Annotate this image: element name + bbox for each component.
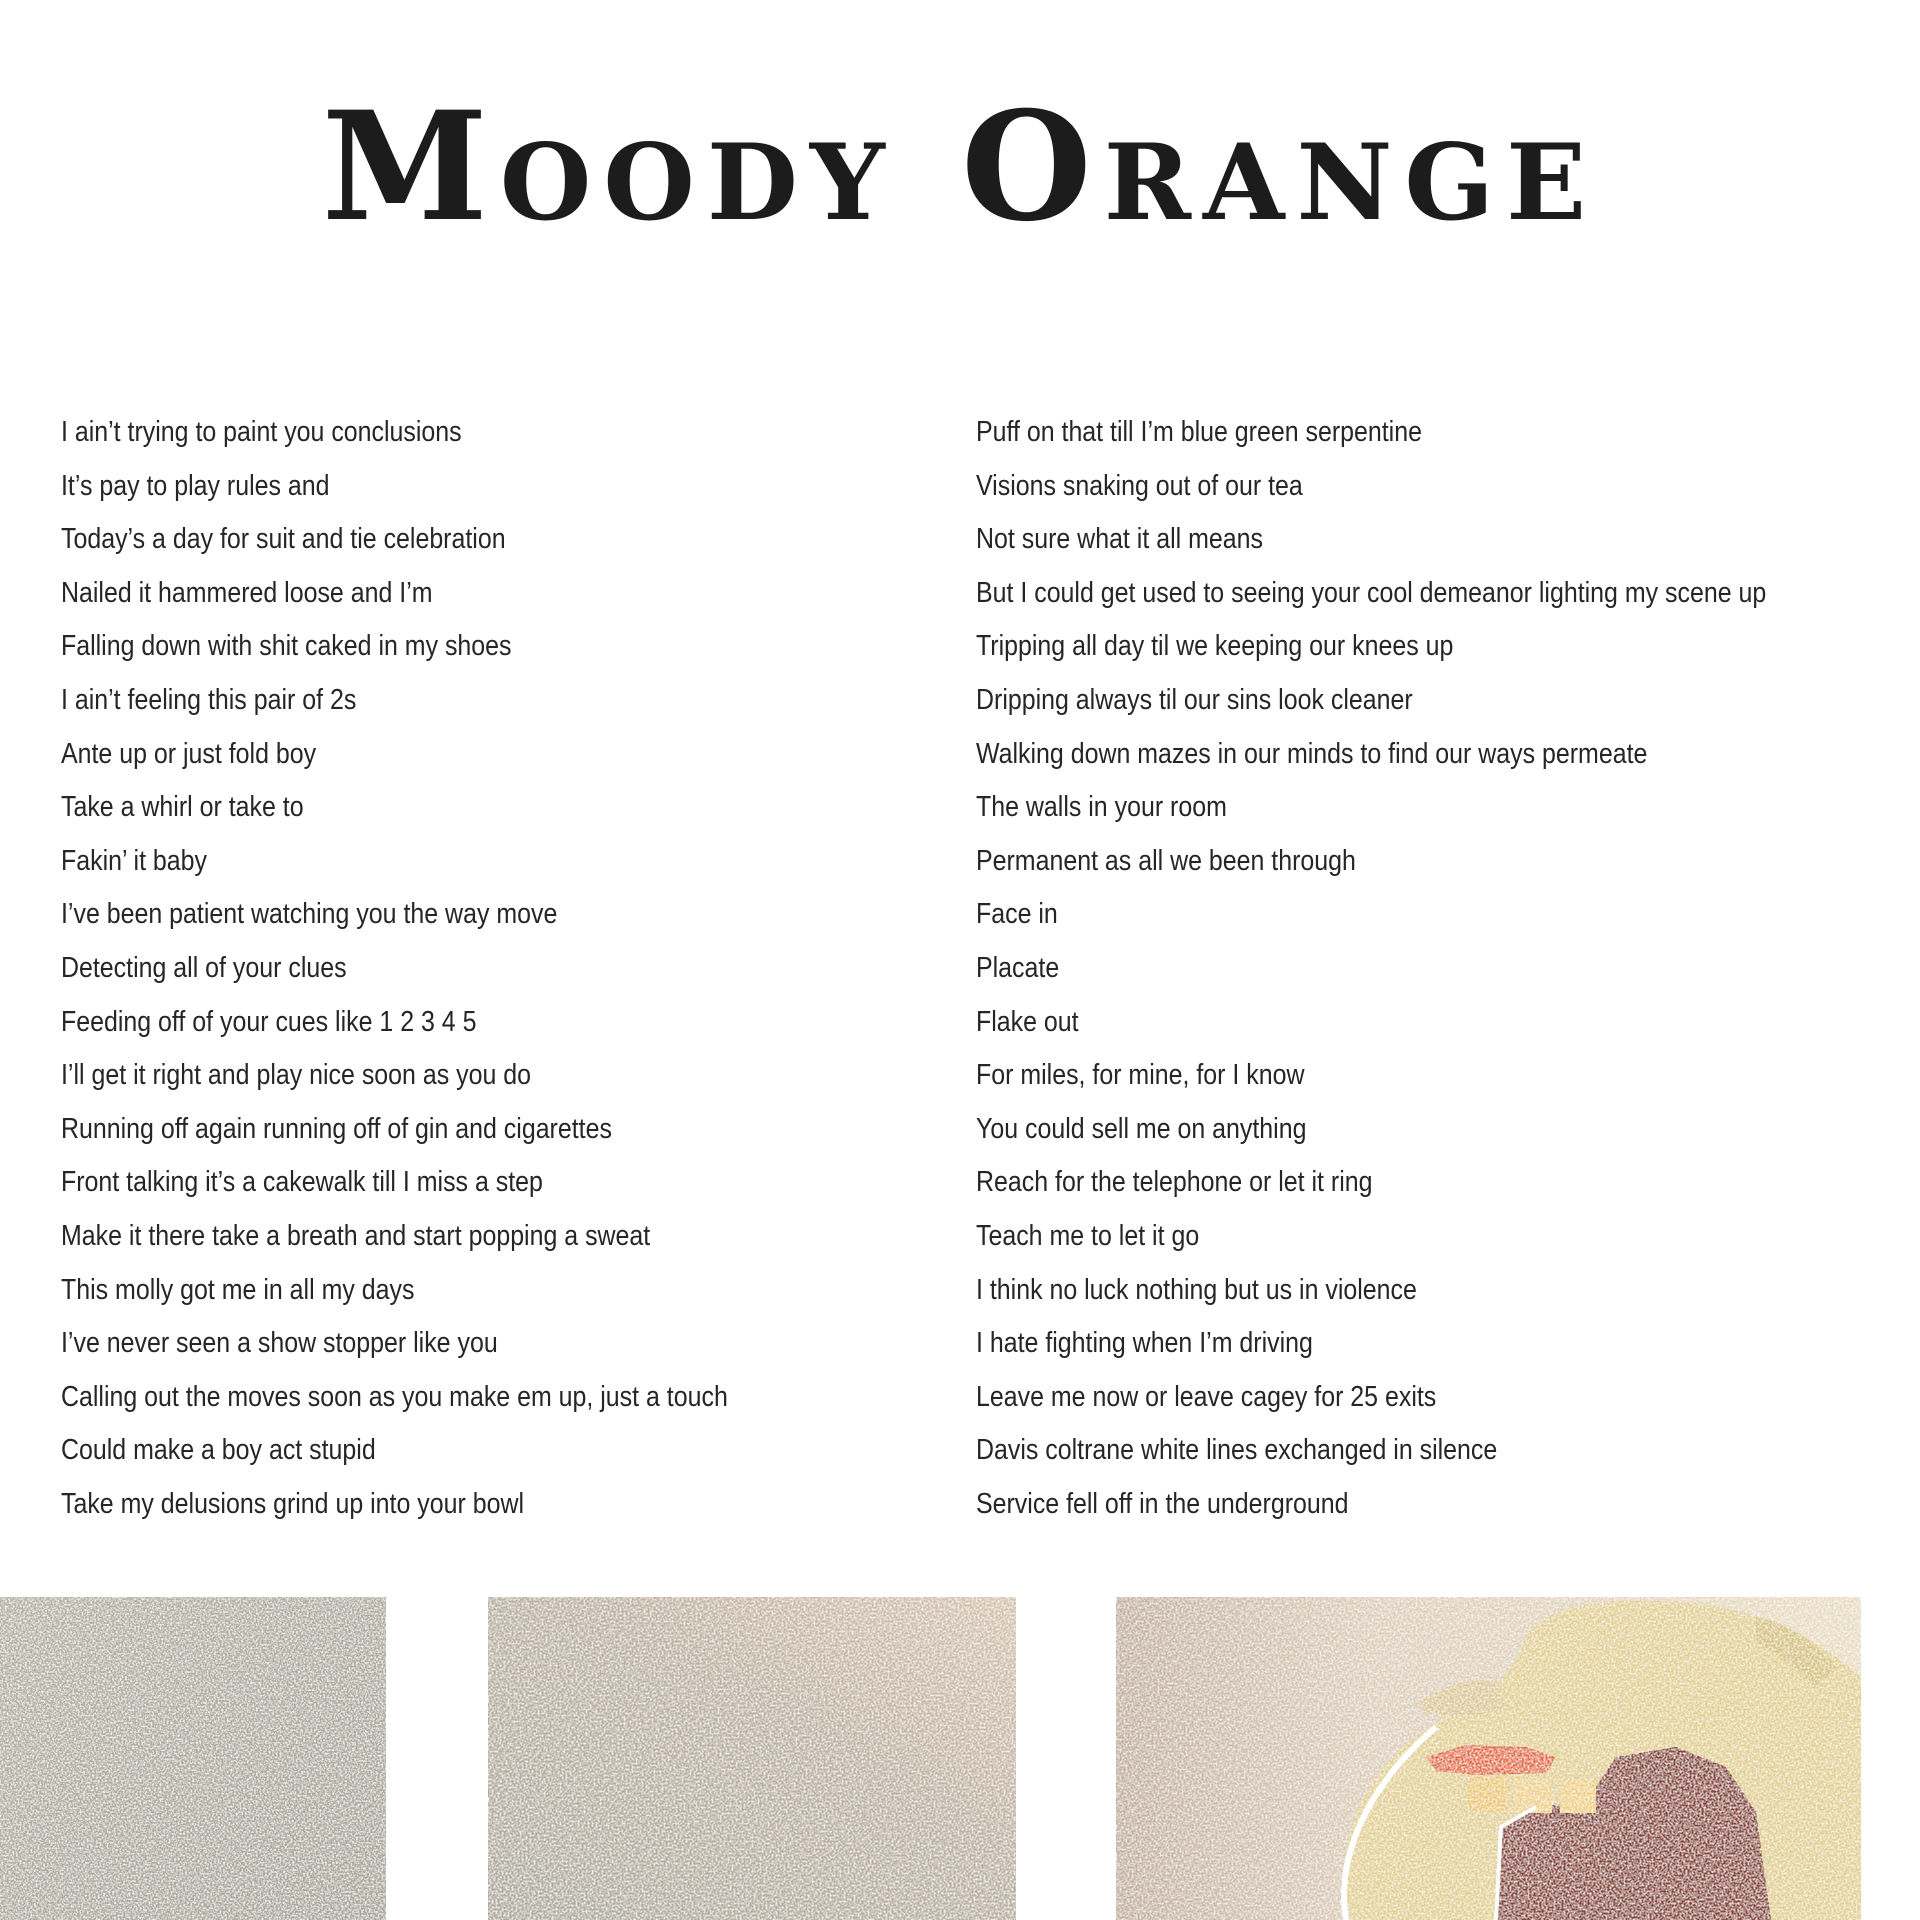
photo-grey-tan-haze-image (488, 1597, 1016, 1920)
lyric-line: Take my delusions grind up into your bowl (61, 1487, 525, 1520)
lyric-line: Not sure what it all means (976, 523, 1263, 556)
lyric-line: Take a whirl or take to (61, 791, 304, 824)
lyric-line: Make it there take a breath and start popping a sweat (61, 1219, 651, 1252)
lyric-line: Reach for the telephone or let it ring (976, 1166, 1373, 1199)
lyrics-left-column (61, 406, 921, 1531)
lyric-line: For miles, for mine, for I know (976, 1059, 1305, 1092)
lyrics-right-column (976, 406, 1896, 1531)
photo-grey-haze (0, 1597, 386, 1920)
lyric-line: Flake out (976, 1005, 1079, 1038)
lyric-line: Leave me now or leave cagey for 25 exits (976, 1380, 1437, 1413)
photo-orange-figure-mosaic-image (1116, 1597, 1861, 1920)
lyric-line: Tripping all day til we keeping our knees up (976, 630, 1454, 663)
lyric-line: Placate (976, 951, 1060, 984)
lyric-line: I think no luck nothing but us in violence (976, 1273, 1417, 1306)
lyric-line: You could sell me on anything (976, 1112, 1307, 1145)
lyric-line: Permanent as all we been through (976, 844, 1356, 877)
lyric-line: Teach me to let it go (976, 1219, 1200, 1252)
lyric-line: Puff on that till I’m blue green serpentine (976, 416, 1422, 448)
lyric-line: Nailed it hammered loose and I’m (61, 576, 433, 609)
lyric-line: Dripping always til our sins look cleaner (976, 683, 1413, 716)
lyric-line: Fakin’ it baby (61, 844, 208, 877)
lyric-line: The walls in your room (976, 791, 1227, 824)
lyric-line: Walking down mazes in our minds to find our ways permeate (976, 737, 1648, 770)
lyric-line: Running off again running off of gin and cigarettes (61, 1112, 612, 1145)
lyric-line: Visions snaking out of our tea (976, 469, 1303, 502)
photo-grey-tan-haze (488, 1597, 1016, 1920)
lyric-line: Face in (976, 898, 1058, 931)
lyric-line: Feeding off of your cues like 1 2 3 4 5 (61, 1005, 477, 1038)
lyric-line: Ante up or just fold boy (61, 737, 317, 770)
lyric-line: Calling out the moves soon as you make em up, just a touch (61, 1380, 728, 1413)
lyric-line: Front talking it’s a cakewalk till I miss a step (61, 1166, 543, 1199)
lyric-line: Today’s a day for suit and tie celebration (61, 523, 506, 556)
lyric-line: I hate fighting when I’m driving (976, 1327, 1313, 1360)
lyric-line: I ain’t feeling this pair of 2s (61, 683, 357, 716)
lyric-line: This molly got me in all my days (61, 1273, 415, 1306)
lyric-line: I’ll get it right and play nice soon as you do (61, 1059, 531, 1092)
lyric-line: Service fell off in the underground (976, 1487, 1349, 1520)
lyric-line: Davis coltrane white lines exchanged in silence (976, 1434, 1498, 1467)
lyric-line: But I could get used to seeing your cool demeanor lighting my scene up (976, 576, 1767, 609)
lyric-line: Detecting all of your clues (61, 951, 347, 984)
lyric-line: I ain’t trying to paint you conclusions (61, 416, 462, 448)
page-title: Moody Orange (321, 79, 1599, 255)
lyric-line: I’ve never seen a show stopper like you (61, 1327, 498, 1360)
photo-orange-figure-mosaic (1116, 1597, 1861, 1920)
lyric-line: I’ve been patient watching you the way move (61, 898, 558, 931)
lyric-line: It’s pay to play rules and (61, 469, 330, 502)
photo-grey-haze-image (0, 1597, 386, 1920)
lyric-line: Falling down with shit caked in my shoes (61, 630, 512, 663)
lyric-line: Could make a boy act stupid (61, 1434, 376, 1467)
